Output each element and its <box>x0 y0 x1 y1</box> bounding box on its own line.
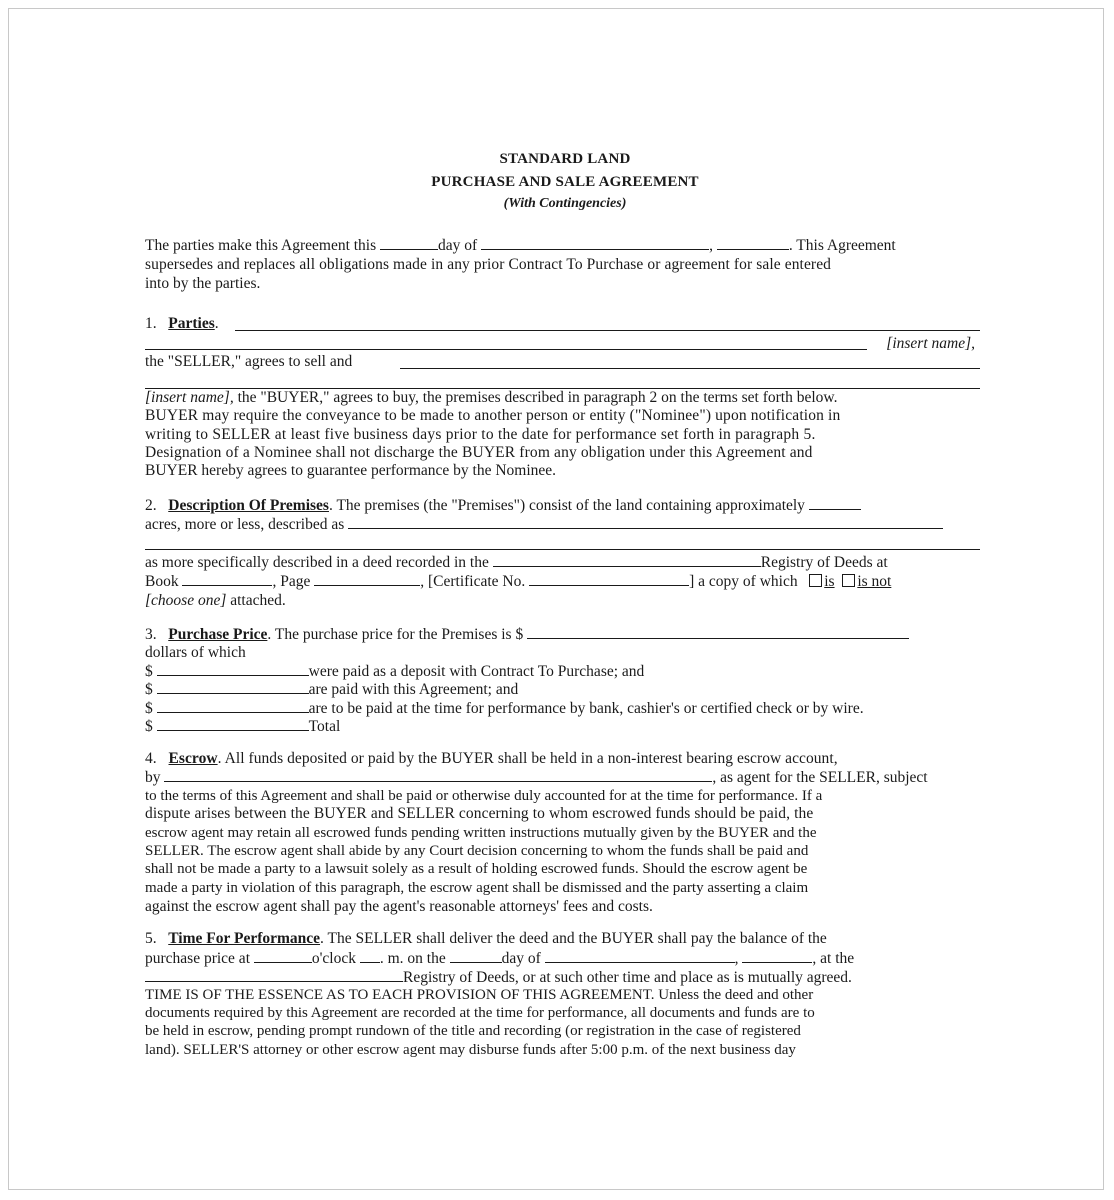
s4-line-7: shall not be made a party to a lawsuit solely as a result of holding escrowed funds. Should the escrow agent be <box>145 861 808 877</box>
s4-line-2 <box>145 768 983 786</box>
s3-row-deposit <box>145 662 983 680</box>
blank-amount <box>157 680 309 694</box>
s5-line-6: be held in escrow, pending prompt rundown of the title and recording (or registration in the case of registered <box>145 1023 801 1039</box>
blank-year <box>717 236 789 250</box>
s3-row-text: are to be paid at the time for performance by bank, cashier's or certified check or by wire. <box>308 700 864 717</box>
s3-row-agreement <box>145 680 983 698</box>
insert-name-buyer: [insert name], <box>145 389 234 406</box>
blank-perf-day <box>450 949 502 963</box>
blank-parties-line <box>235 330 980 331</box>
s5-line-5: documents required by this Agreement are recorded at the time for performance, all documents and funds are to <box>145 1005 815 1021</box>
s4-line-6: SELLER. The escrow agent shall abide by any Court decision concerning to whom the funds shall be paid and <box>145 843 809 859</box>
s2-line-3 <box>145 553 983 571</box>
s2-line-4 <box>145 572 983 590</box>
blank-amount <box>157 662 309 676</box>
blank-hour <box>254 949 312 963</box>
intro-text: day of <box>438 237 478 254</box>
s5-text: , at the <box>812 950 855 967</box>
blank-purchase-price <box>527 625 909 639</box>
s4-text: by <box>145 769 161 786</box>
currency-sign: $ <box>145 663 153 680</box>
s2-text: Registry of Deeds at <box>760 554 888 571</box>
blank-day <box>380 236 438 250</box>
s2-line-5 <box>145 592 983 610</box>
s4-text: . All funds deposited or paid by the BUYER shall be held in a non-interest bearing escrow account, <box>217 750 838 767</box>
s1-para-line-5: BUYER hereby agrees to guarantee performance by the Nominee. <box>145 462 557 479</box>
subtitle: (With Contingencies) <box>503 196 627 211</box>
s5-text: , <box>734 950 739 967</box>
blank-registry <box>493 553 761 567</box>
intro-text: . This Agreement <box>788 237 896 254</box>
seller-text: the "SELLER," agrees to sell and <box>145 353 353 370</box>
s1-para-line-1 <box>145 389 983 407</box>
intro-line-1 <box>145 236 983 254</box>
intro-text: , <box>709 237 713 254</box>
s2-text: , Page <box>272 573 311 590</box>
section-3-heading <box>145 625 983 643</box>
s1-para-line-4: Designation of a Nominee shall not discharge the BUYER from any obligation under this Agreement and <box>145 444 813 461</box>
blank-page <box>314 572 420 586</box>
section-heading: Time For Performance <box>168 930 321 947</box>
s4-line-5: escrow agent may retain all escrowed funds pending written instructions mutually given by the BUYER and the <box>145 825 817 841</box>
s3-line-2: dollars of which <box>145 644 246 661</box>
heading-suffix: . <box>214 315 219 332</box>
s5-text: . The SELLER shall deliver the deed and the BUYER shall pay the balance of the <box>320 930 827 947</box>
s2-text: . The premises (the "Premises") consist of the land containing approximately <box>328 497 805 514</box>
currency-sign: $ <box>145 718 153 735</box>
s2-text: ] a copy of which <box>689 573 798 590</box>
s5-line-3 <box>145 968 983 986</box>
s5-line-4: TIME IS OF THE ESSENCE AS TO EACH PROVISION OF THIS AGREEMENT. Unless the deed and other <box>145 987 814 1003</box>
blank-book <box>182 572 272 586</box>
s4-line-9: against the escrow agent shall pay the agent's reasonable attorneys' fees and costs. <box>145 898 653 915</box>
blank-perf-month <box>545 949 735 963</box>
blank-escrow-agent <box>164 768 712 782</box>
blank-month <box>481 236 709 250</box>
blank-buyer-name <box>400 368 980 369</box>
s3-row-balance <box>145 699 983 717</box>
s2-line-2 <box>145 515 983 533</box>
currency-sign: $ <box>145 681 153 698</box>
blank-registry-place <box>145 968 403 982</box>
section-number: 5. <box>145 930 157 947</box>
s5-line-2 <box>145 949 983 967</box>
section-number: 2. <box>145 497 157 514</box>
s2-text: attached. <box>230 592 286 609</box>
s1-para-line-2: BUYER may require the conveyance to be made to another person or entity ("Nominee") upon notification in <box>145 407 841 424</box>
blank-description <box>348 515 943 529</box>
s4-text: , as agent for the SELLER, subject <box>712 769 928 786</box>
s5-line-7: land). SELLER'S attorney or other escrow agent may disburse funds after 5:00 p.m. of the next business day <box>145 1042 796 1058</box>
s3-row-text: were paid as a deposit with Contract To Purchase; and <box>308 663 645 680</box>
section-5-heading <box>145 930 983 948</box>
s3-row-total <box>145 717 983 735</box>
section-number: 4. <box>145 750 157 767</box>
blank-am-pm <box>360 949 380 963</box>
blank-description-cont <box>145 549 980 550</box>
blank-perf-year <box>742 949 812 963</box>
checkbox-is-not[interactable] <box>842 574 855 587</box>
section-heading: Purchase Price <box>168 626 268 643</box>
intro-text: The parties make this Agreement this <box>145 237 377 254</box>
title-line-1: STANDARD LAND <box>499 151 631 167</box>
blank-certificate <box>529 572 689 586</box>
s5-text: purchase price at <box>145 950 250 967</box>
choose-one-note: [choose one] <box>145 592 227 609</box>
s5-text: Registry of Deeds, or at such other time and place as is mutually agreed. <box>403 969 852 986</box>
title-line-2: PURCHASE AND SALE AGREEMENT <box>431 174 699 190</box>
s5-text: . m. on the <box>379 950 446 967</box>
section-heading: Parties <box>168 315 215 332</box>
insert-name-seller: [insert name], <box>886 335 975 352</box>
option-is-label: is <box>824 573 835 590</box>
section-number: 1. <box>145 315 157 332</box>
intro-line-2: supersedes and replaces all obligations made in any prior Contract To Purchase or agreement for sale entered <box>145 256 832 273</box>
option-is-not-label: is not <box>857 573 892 590</box>
section-number: 3. <box>145 626 157 643</box>
s2-text: as more specifically described in a deed recorded in the <box>145 554 489 571</box>
checkbox-is[interactable] <box>809 574 822 587</box>
currency-sign: $ <box>145 700 153 717</box>
blank-amount <box>157 717 309 731</box>
section-2-heading <box>145 496 983 514</box>
section-heading: Escrow <box>168 750 218 767</box>
s2-text: , [Certificate No. <box>420 573 526 590</box>
s5-text: o'clock <box>311 950 356 967</box>
s2-text: acres, more or less, described as <box>145 516 345 533</box>
s3-row-text: are paid with this Agreement; and <box>308 681 519 698</box>
s4-line-8: made a party in violation of this paragraph, the escrow agent shall be dismissed and the party asserting a claim <box>145 880 809 896</box>
s2-text: Book <box>145 573 179 590</box>
s3-text: . The purchase price for the Premises is $ <box>267 626 524 643</box>
blank-acres <box>809 496 861 510</box>
s5-text: day of <box>501 950 541 967</box>
blank-amount <box>157 699 309 713</box>
intro-line-3: into by the parties. <box>145 275 261 292</box>
s1-para-line-3: writing to SELLER at least five business days prior to the date for performance set forth in paragraph 5. <box>145 426 816 443</box>
section-4-heading <box>145 750 983 768</box>
s3-row-text: Total <box>308 718 341 735</box>
section-heading: Description Of Premises <box>168 497 329 514</box>
s4-line-3: to the terms of this Agreement and shall be paid or otherwise duly accounted for at the time for performance. If a <box>145 788 823 804</box>
s4-line-4: dispute arises between the BUYER and SELLER concerning to whom escrowed funds should be paid, the <box>145 805 814 822</box>
s1-text: the "BUYER," agrees to buy, the premises described in paragraph 2 on the terms set forth below. <box>237 389 838 406</box>
